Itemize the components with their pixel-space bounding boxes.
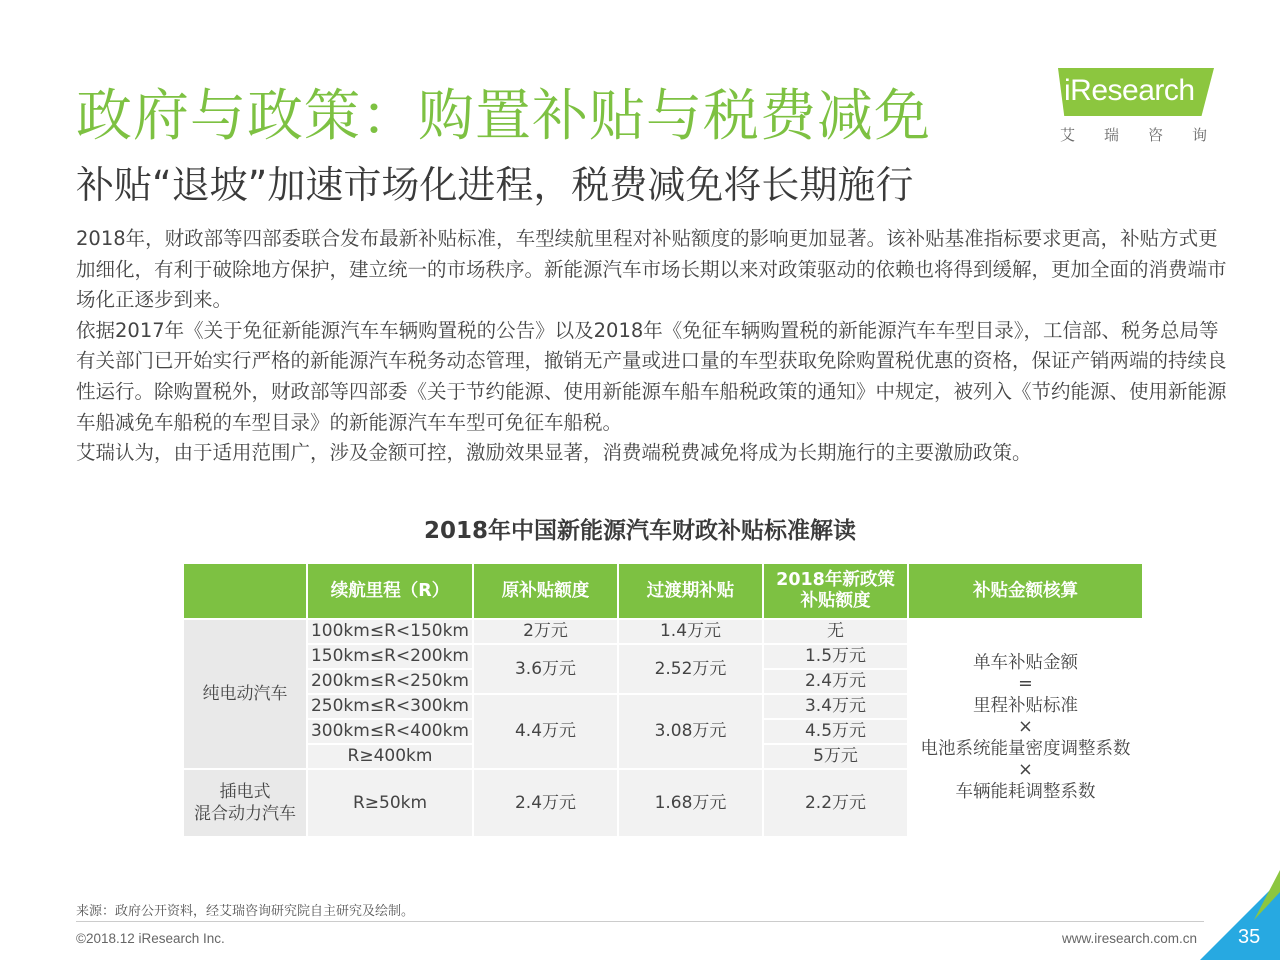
original-cell: 2万元 (473, 619, 618, 644)
header-original: 原补贴额度 (473, 563, 618, 619)
page-title: 政府与政策：购置补贴与税费减免 (76, 84, 931, 149)
new-policy-cell: 4.5万元 (763, 719, 908, 744)
table-title: 2018年中国新能源汽车财政补贴标准解读 (423, 518, 856, 544)
logo-word: iResearch (1064, 74, 1195, 107)
new-policy-cell: 2.2万元 (763, 769, 908, 837)
source-note: 来源：政府公开资料，经艾瑞咨询研究院自主研究及绘制。 (76, 904, 415, 919)
range-cell: 150km≤R<200km (307, 644, 473, 669)
copyright: ©2018.12 iResearch Inc. (76, 931, 225, 946)
header-new-policy-line1: 2018年新政策 (776, 570, 895, 590)
logo-cn: 艾瑞咨询 (1060, 126, 1237, 144)
formula-line: 电池系统能量密度调整系数 (920, 738, 1131, 759)
original-cell: 2.4万元 (473, 769, 618, 837)
transition-cell: 2.52万元 (618, 644, 763, 694)
header-formula: 补贴金额核算 (908, 563, 1143, 619)
transition-cell: 1.68万元 (618, 769, 763, 837)
new-policy-cell: 无 (763, 619, 908, 644)
range-cell: 200km≤R<250km (307, 669, 473, 694)
website-link[interactable]: www.iresearch.com.cn (1062, 931, 1198, 946)
formula-line: 车辆能耗调整系数 (955, 781, 1096, 802)
page-subtitle: 补贴“退坡”加速市场化进程，税费减免将长期施行 (76, 163, 914, 207)
phev-label (183, 769, 307, 837)
header-new-policy-line2: 补贴额度 (800, 591, 871, 611)
original-cell: 3.6万元 (473, 644, 618, 694)
paragraph: 艾瑞认为，由于适用范围广，涉及金额可控，激励效果显著，消费端税费减免将成为长期施行的主要激励政策。 (76, 441, 1032, 465)
original-cell: 4.4万元 (473, 694, 618, 769)
range-cell: 100km≤R<150km (307, 619, 473, 644)
formula-line: = (1018, 674, 1033, 695)
transition-cell: 1.4万元 (618, 619, 763, 644)
iresearch-logo (1058, 68, 1237, 148)
subsidy-table (182, 562, 1144, 838)
range-cell: R≥50km (307, 769, 473, 837)
table-header-row (183, 563, 1143, 619)
body-text (76, 224, 1236, 469)
header-range: 续航里程（R） (307, 563, 473, 619)
phev-label-line1: 插电式 (219, 782, 271, 802)
header-blank (183, 563, 307, 619)
footer-divider (76, 921, 1204, 922)
range-cell: 250km≤R<300km (307, 694, 473, 719)
new-policy-cell: 3.4万元 (763, 694, 908, 719)
bev-label: 纯电动汽车 (183, 619, 307, 769)
range-cell: 300km≤R<400km (307, 719, 473, 744)
formula-line: 里程补贴标准 (973, 695, 1078, 716)
new-policy-cell: 5万元 (763, 744, 908, 769)
phev-label-line2: 混合动力汽车 (194, 804, 296, 824)
range-cell: R≥400km (307, 744, 473, 769)
page-number: 35 (1238, 926, 1261, 948)
paragraph: 2018年，财政部等四部委联合发布最新补贴标准，车型续航里程对补贴额度的影响更加显著。该补贴基准指标要求更高，补贴方式更加细化，有利于破除地方保护，建立统一的市场秩序。新能源汽车市场长期以来对政策驱动的依赖也将得到缓解，更加全面的消费端市场化正逐步到来。 (76, 227, 1227, 312)
formula-line: × (1018, 760, 1033, 781)
formula-line: × (1018, 717, 1033, 738)
new-policy-cell: 2.4万元 (763, 669, 908, 694)
transition-cell: 3.08万元 (618, 694, 763, 769)
paragraph: 依据2017年《关于免征新能源汽车车辆购置税的公告》以及2018年《免征车辆购置税的新能源汽车车型目录》，工信部、税务总局等有关部门已开始实行严格的新能源汽车税务动态管理，撤销无产量或进口量的车型获取免除购置税优惠的资格，保证产销两端的持续良性运行。除购置税外，财政部等四部委《关于节约能源、使用新能源车船车船税政策的通知》中规定，被列入《节约能源、使用新能源车船减免车船税的车型目录》的新能源汽车车型可免征车船税。 (76, 318, 1227, 434)
header-new-policy (763, 563, 908, 619)
header-transition: 过渡期补贴 (618, 563, 763, 619)
new-policy-cell: 1.5万元 (763, 644, 908, 669)
formula-cell (908, 619, 1143, 837)
formula-line: 单车补贴金额 (973, 652, 1078, 673)
table-row (183, 619, 1143, 644)
